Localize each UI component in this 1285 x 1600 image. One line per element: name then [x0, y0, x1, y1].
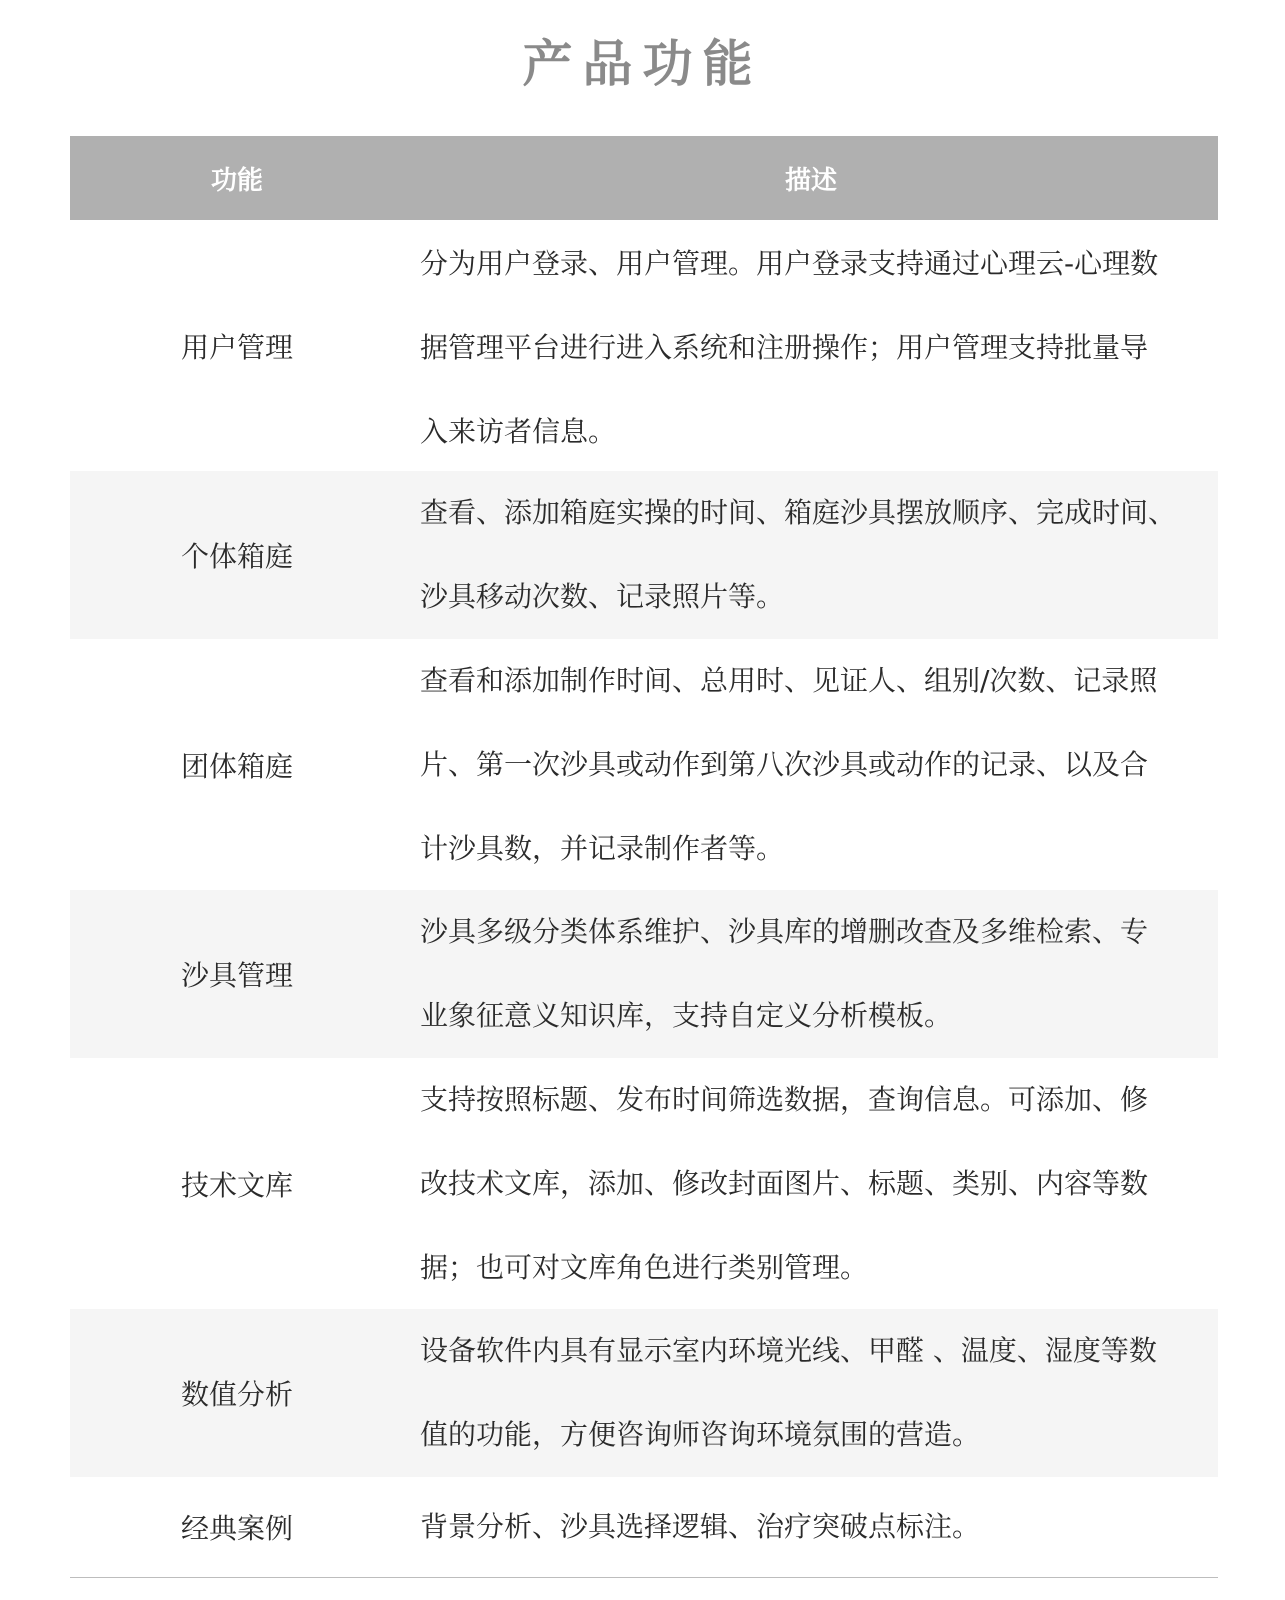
header-feature: 功能 [210, 165, 263, 196]
table-bottom-rule [70, 1577, 1218, 1578]
description-cell: 沙具多级分类体系维护、沙具库的增删改查及多维检索、专 业象征意义知识库，支持自定义分析模板。 [420, 915, 1149, 1032]
table-row [70, 471, 1218, 639]
feature-cell: 用户管理 [180, 330, 293, 364]
description-cell: 查看和添加制作时间、总用时、见证人、组别/次数、记录照 片、第一次沙具或动作到第八次沙具或动作的记录、以及合 计沙具数，并记录制作者等。 [420, 664, 1158, 865]
feature-cell: 经典案例 [180, 1512, 293, 1545]
table-row [70, 639, 1218, 890]
page-title: 产品功能 [522, 34, 763, 93]
description-cell: 查看、添加箱庭实操的时间、箱庭沙具摆放顺序、完成时间、 沙具移动次数、记录照片等。 [420, 496, 1177, 613]
table-header [70, 136, 1218, 220]
table-row [70, 1309, 1218, 1477]
description-cell: 支持按照标题、发布时间筛选数据，查询信息。可添加、修 改技术文库，添加、修改封面图片、标题、类别、内容等数 据；也可对文库角色进行类别管理。 [420, 1083, 1149, 1284]
feature-cell: 团体箱庭 [180, 749, 293, 783]
description-cell: 分为用户登录、用户管理。用户登录支持通过心理云-心理数 据管理平台进行进入系统和注册操作；用户管理支持批量导 入来访者信息。 [420, 247, 1159, 448]
feature-cell: 数值分析 [180, 1378, 293, 1411]
feature-table [70, 136, 1218, 1578]
feature-cell: 技术文库 [180, 1168, 293, 1202]
description-cell: 背景分析、沙具选择逻辑、治疗突破点标注。 [420, 1510, 981, 1543]
description-cell: 设备软件内具有显示室内环境光线、甲醛 、温度、湿度等数 值的功能，方便咨询师咨询环境氛围的营造。 [420, 1334, 1157, 1451]
table-row [70, 1058, 1218, 1309]
feature-cell: 个体箱庭 [180, 540, 293, 573]
table-row [70, 1477, 1218, 1577]
table-row [70, 220, 1218, 471]
header-description: 描述 [784, 165, 837, 196]
table-row [70, 890, 1218, 1058]
feature-cell: 沙具管理 [180, 959, 293, 992]
